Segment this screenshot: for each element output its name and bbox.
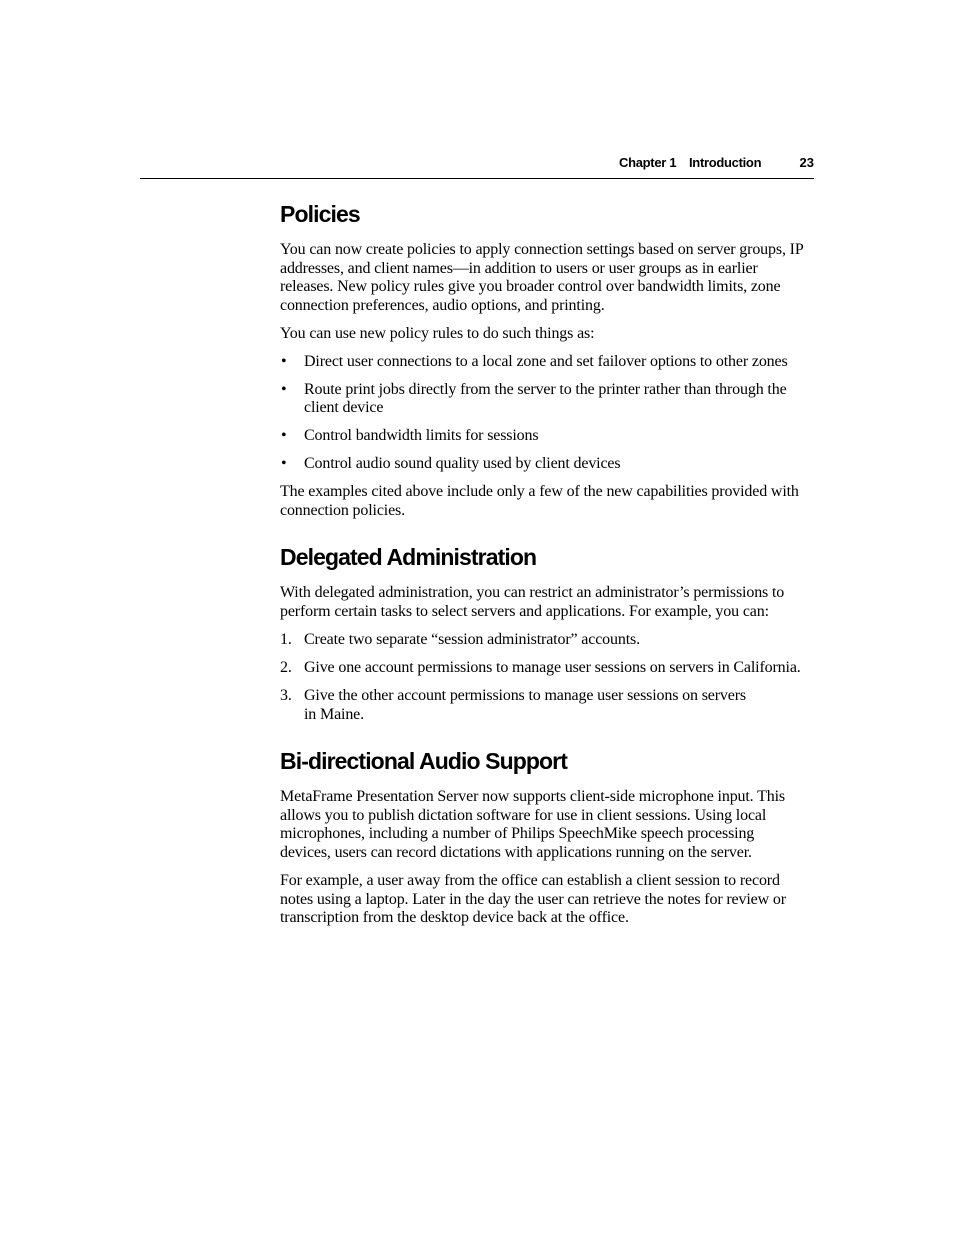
bullet-marker: • — [281, 455, 287, 473]
text-line: Create two separate “session administrator” accounts. — [304, 631, 640, 649]
numbered-item — [280, 687, 820, 724]
text-line: in Maine. — [304, 705, 364, 723]
text-line: Control bandwidth limits for sessions — [304, 427, 539, 445]
delegated-intro-paragraph — [280, 584, 820, 621]
policies-closing-paragraph — [280, 483, 820, 520]
page-body — [280, 196, 820, 928]
chapter-label: Chapter 1 — [619, 155, 677, 170]
text-line: MetaFrame Presentation Server now supports client-side microphone input. This — [280, 788, 785, 806]
audio-example-paragraph — [280, 872, 820, 928]
bullet-marker: • — [281, 352, 287, 370]
text-line: You can now create policies to apply connection settings based on server groups, IP — [280, 241, 804, 258]
bullet-item — [280, 455, 820, 474]
text-line: microphones, including a number of Philips SpeechMike speech processing — [280, 825, 755, 843]
text-line: connection policies. — [280, 501, 405, 519]
numbered-item — [280, 631, 820, 650]
text-line: Direct user connections to a local zone and set failover options to other zones — [304, 352, 788, 370]
bullet-item — [280, 427, 820, 446]
bullet-item — [280, 381, 820, 418]
bullet-marker: • — [281, 380, 287, 398]
audio-intro-paragraph — [280, 788, 820, 862]
policies-intro-paragraph — [280, 241, 820, 315]
text-line: client device — [304, 399, 384, 417]
text-line: With delegated administration, you can restrict an administrator’s permissions to — [280, 584, 785, 602]
audio-support-heading: Bi-directional Audio Support — [280, 748, 567, 775]
step-number: 1. — [280, 631, 292, 649]
text-line: For example, a user away from the office can establish a client session to record — [280, 871, 780, 889]
text-line: Give the other account permissions to manage user sessions on servers — [304, 687, 746, 705]
text-line: addresses, and client names—in addition to users or user groups as in earlier — [280, 259, 758, 277]
bullet-marker: • — [281, 427, 287, 445]
text-line: notes using a laptop. Later in the day the user can retrieve the notes for review or — [280, 890, 786, 908]
policies-lead-in: You can use new policy rules to do such things as: — [280, 324, 595, 342]
text-line: transcription from the desktop device back at the office. — [280, 909, 629, 927]
numbered-item — [280, 659, 820, 678]
text-line: connection preferences, audio options, and printing. — [280, 296, 605, 314]
text-line: perform certain tasks to select servers and applications. For example, you can: — [280, 603, 769, 621]
text-line: devices, users can record dictations with applications running on the server. — [280, 843, 752, 861]
running-header — [140, 154, 814, 179]
bullet-item — [280, 353, 820, 372]
step-number: 3. — [280, 687, 292, 705]
text-line: Control audio sound quality used by client devices — [304, 455, 621, 473]
text-line: Route print jobs directly from the server to the printer rather than through the — [304, 380, 787, 398]
policies-heading: Policies — [280, 201, 360, 227]
step-number: 2. — [280, 659, 292, 677]
text-line: Give one account permissions to manage user sessions on servers in California. — [304, 659, 801, 677]
section-label: Introduction — [689, 155, 762, 170]
text-line: The examples cited above include only a few of the new capabilities provided with — [280, 483, 799, 501]
text-line: allows you to publish dictation software for use in client sessions. Using local — [280, 806, 767, 824]
delegated-administration-heading: Delegated Administration — [280, 544, 537, 571]
page-number: 23 — [799, 155, 814, 170]
text-line: releases. New policy rules give you broader control over bandwidth limits, zone — [280, 278, 781, 296]
